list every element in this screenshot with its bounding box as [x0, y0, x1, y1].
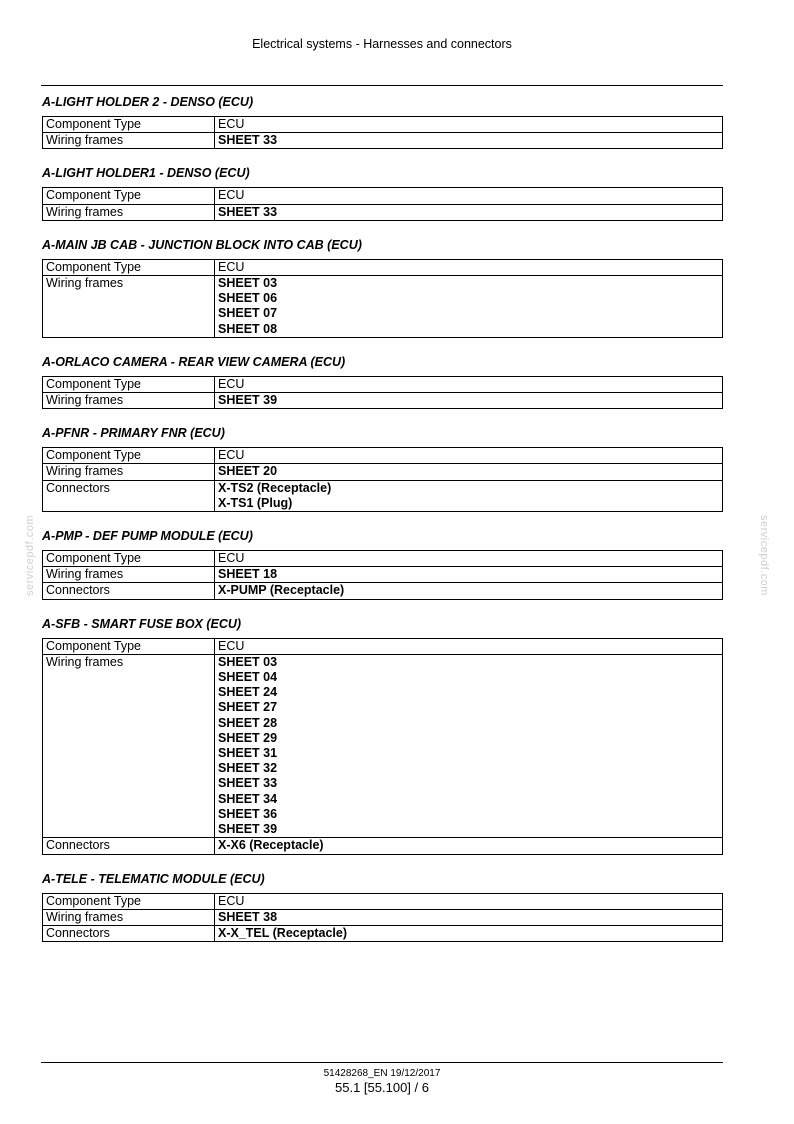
component-section	[42, 527, 724, 600]
row-value	[215, 448, 723, 464]
table-row	[43, 259, 723, 275]
value-line: ECU	[218, 188, 245, 203]
section-title: A-MAIN JB CAB - JUNCTION BLOCK INTO CAB (ECU)	[42, 237, 362, 252]
table-row	[43, 464, 723, 480]
value-line: ECU	[218, 259, 245, 274]
value-line: SHEET 39	[218, 393, 278, 408]
value-line: X-PUMP (Receptacle)	[218, 583, 345, 598]
row-label: Wiring frames	[43, 133, 215, 149]
row-value	[215, 551, 723, 567]
row-value	[215, 583, 723, 599]
row-label: Connectors	[43, 480, 215, 511]
value-line: X-TS1 (Plug)	[218, 495, 293, 510]
table-row	[43, 567, 723, 583]
value-line: SHEET 24	[218, 685, 278, 700]
component-section	[42, 353, 724, 409]
value-line: SHEET 04	[218, 670, 278, 685]
row-value	[215, 480, 723, 511]
section-title: A-PMP - DEF PUMP MODULE (ECU)	[42, 529, 253, 544]
table-row	[43, 551, 723, 567]
watermark-left: servicepdf.com	[24, 515, 36, 596]
page-header-title: Electrical systems - Harnesses and connectors	[252, 37, 512, 51]
component-table	[42, 638, 723, 855]
component-section	[42, 164, 724, 220]
row-label: Connectors	[43, 925, 215, 941]
value-line: SHEET 31	[218, 746, 278, 761]
value-line: SHEET 08	[218, 321, 278, 336]
row-value	[215, 925, 723, 941]
table-row	[43, 448, 723, 464]
table-row	[43, 204, 723, 220]
value-line: SHEET 28	[218, 715, 278, 730]
row-value	[215, 204, 723, 220]
value-line: ECU	[218, 117, 245, 131]
value-line: SHEET 07	[218, 306, 278, 321]
value-line: ECU	[218, 551, 245, 566]
value-line: SHEET 32	[218, 761, 278, 776]
component-table	[42, 376, 723, 409]
component-list	[42, 93, 724, 957]
component-table	[42, 447, 723, 512]
value-line: X-TS2 (Receptacle)	[218, 480, 332, 495]
table-row	[43, 893, 723, 909]
footer-divider	[41, 1062, 723, 1063]
row-label: Component Type	[43, 188, 215, 204]
row-label: Wiring frames	[43, 567, 215, 583]
component-section	[42, 870, 724, 943]
footer-document-id: 51428268_EN 19/12/2017	[323, 1068, 441, 1079]
value-line: SHEET 38	[218, 909, 278, 924]
section-title: A-ORLACO CAMERA - REAR VIEW CAMERA (ECU)	[42, 354, 346, 369]
value-line: SHEET 33	[218, 133, 278, 148]
value-line: ECU	[218, 893, 245, 908]
value-line: SHEET 34	[218, 791, 278, 806]
component-table	[42, 116, 723, 149]
row-label: Component Type	[43, 117, 215, 133]
row-label: Wiring frames	[43, 654, 215, 837]
table-row	[43, 654, 723, 837]
row-value	[215, 117, 723, 133]
value-line: X-X6 (Receptacle)	[218, 838, 324, 853]
value-line: SHEET 06	[218, 291, 278, 306]
value-line: ECU	[218, 638, 245, 653]
value-line: SHEET 03	[218, 654, 278, 669]
section-title: A-LIGHT HOLDER1 - DENSO (ECU)	[42, 166, 250, 181]
row-value	[215, 567, 723, 583]
value-line: X-X_TEL (Receptacle)	[218, 925, 347, 940]
row-label: Component Type	[43, 259, 215, 275]
row-label: Component Type	[43, 638, 215, 654]
value-line: SHEET 33	[218, 776, 278, 791]
section-title: A-PFNR - PRIMARY FNR (ECU)	[42, 426, 225, 441]
row-value	[215, 276, 723, 338]
row-label: Connectors	[43, 583, 215, 599]
table-row	[43, 276, 723, 338]
table-row	[43, 480, 723, 511]
component-section	[42, 93, 724, 149]
watermark-right: servicepdf.com	[758, 515, 770, 596]
header-divider	[41, 85, 723, 86]
component-table	[42, 259, 723, 338]
component-table	[42, 893, 723, 943]
row-value	[215, 838, 723, 854]
row-value	[215, 393, 723, 409]
row-label: Component Type	[43, 376, 215, 392]
row-value	[215, 376, 723, 392]
value-line: SHEET 27	[218, 700, 278, 715]
row-value	[215, 188, 723, 204]
section-title: A-SFB - SMART FUSE BOX (ECU)	[42, 616, 242, 631]
value-line: ECU	[218, 448, 245, 463]
value-line: SHEET 29	[218, 730, 278, 745]
row-value	[215, 259, 723, 275]
row-value	[215, 464, 723, 480]
row-label: Wiring frames	[43, 276, 215, 338]
row-label: Wiring frames	[43, 393, 215, 409]
value-line: SHEET 36	[218, 806, 278, 821]
value-line: SHEET 20	[218, 464, 278, 479]
component-table	[42, 550, 723, 600]
table-row	[43, 376, 723, 392]
table-row	[43, 393, 723, 409]
row-value	[215, 893, 723, 909]
row-value	[215, 909, 723, 925]
table-row	[43, 638, 723, 654]
row-label: Connectors	[43, 838, 215, 854]
row-value	[215, 133, 723, 149]
row-value	[215, 638, 723, 654]
value-line: SHEET 39	[218, 822, 278, 837]
section-title: A-LIGHT HOLDER 2 - DENSO (ECU)	[42, 95, 254, 109]
component-section	[42, 615, 724, 855]
row-label: Wiring frames	[43, 464, 215, 480]
table-row	[43, 133, 723, 149]
row-label: Component Type	[43, 551, 215, 567]
value-line: SHEET 33	[218, 204, 278, 219]
row-label: Wiring frames	[43, 909, 215, 925]
table-row	[43, 838, 723, 854]
table-row	[43, 925, 723, 941]
footer-page-number: 55.1 [55.100] / 6	[335, 1080, 429, 1095]
value-line: SHEET 18	[218, 567, 278, 582]
row-label: Wiring frames	[43, 204, 215, 220]
value-line: SHEET 03	[218, 276, 278, 291]
component-table	[42, 187, 723, 220]
component-section	[42, 424, 724, 512]
table-row	[43, 117, 723, 133]
row-label: Component Type	[43, 448, 215, 464]
row-value	[215, 654, 723, 837]
value-line: ECU	[218, 376, 245, 391]
section-title: A-TELE - TELEMATIC MODULE (ECU)	[42, 871, 265, 886]
table-row	[43, 583, 723, 599]
component-section	[42, 236, 724, 338]
table-row	[43, 188, 723, 204]
row-label: Component Type	[43, 893, 215, 909]
table-row	[43, 909, 723, 925]
